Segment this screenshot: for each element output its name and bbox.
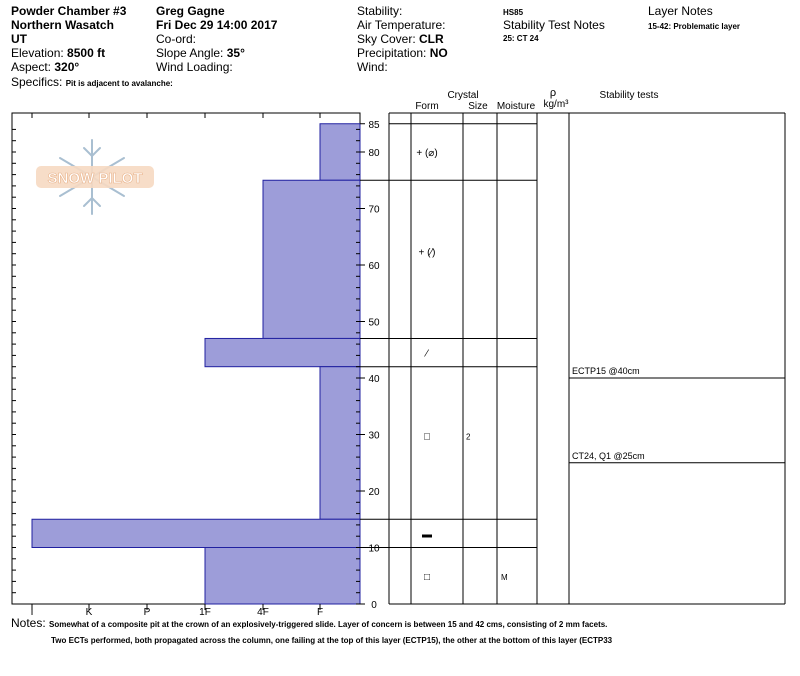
depth-tick-label: 70 — [368, 204, 380, 216]
logo-text: SNOW PILOT — [47, 170, 143, 187]
crystal-form-1: + (⁄) — [418, 247, 436, 259]
hardness-tick-label: F — [316, 607, 324, 618]
aspect: Aspect: 320° — [11, 60, 80, 74]
hardness-tick-label: 1F — [199, 607, 211, 618]
stability-test-notes-value: 25: CT 24 — [503, 34, 539, 43]
hardness-tick-label: I — [30, 607, 34, 618]
crystal-form-5: □ — [423, 571, 431, 583]
wind: Wind: — [357, 60, 388, 74]
depth-tick-label: 80 — [368, 148, 380, 159]
hardness-bar-0 — [320, 124, 360, 181]
slope-angle: Slope Angle: 35° — [156, 46, 245, 60]
snowpilot-logo — [36, 140, 154, 214]
location-name: Powder Chamber #3 — [11, 4, 127, 18]
elevation: Elevation: 8500 ft — [11, 46, 106, 60]
density-unit: kg/m³ — [543, 99, 569, 110]
range-name: Northern Wasatch — [11, 18, 114, 32]
crystal-size-3: 2 — [466, 432, 471, 442]
notes-line-2: Two ECTs performed, both propagated across the column, one failing at the top of this layer (ECTP15), the other at the bottom of this layer (ECTP33 — [51, 636, 613, 645]
sky-cover: Sky Cover: CLR — [357, 32, 444, 46]
stability-test-label-0: ECTP15 @40cm — [572, 366, 640, 376]
precipitation: Precipitation: NO — [357, 46, 448, 60]
density-symbol: ρ — [549, 87, 557, 99]
depth-tick-label: 20 — [368, 487, 380, 498]
wind-loading: Wind Loading: — [156, 60, 233, 74]
hardness-tick-label: P — [143, 607, 151, 618]
hardness-bar-1 — [263, 180, 360, 338]
specifics: Specifics: Pit is adjacent to avalanche: — [11, 75, 173, 89]
crystal-form-2: ⁄ — [426, 348, 428, 360]
depth-tick-label: 40 — [368, 374, 380, 385]
depth-tick-label: 85 — [368, 119, 380, 131]
depth-tick-label: 50 — [368, 317, 380, 329]
notes-line-1: Notes: Somewhat of a composite pit at the crown of an explosively-triggered slide. Layer of concern is between 15 and 42 cms, consisting of 2 mm facets. — [11, 616, 608, 630]
size-header: Size — [468, 101, 488, 112]
hardness-bar-4 — [32, 519, 360, 547]
moisture-5: M — [501, 572, 508, 582]
hardness-bar-2 — [205, 338, 360, 366]
stability: Stability: — [357, 4, 403, 18]
depth-tick-label: 60 — [368, 261, 380, 272]
stability-tests-header: Stability tests — [599, 90, 659, 101]
moisture-header: Moisture — [496, 101, 536, 112]
hs-value: HS85 — [503, 8, 524, 17]
crystal-form-3: □ — [423, 431, 431, 443]
stability-test-label-1: CT24, Q1 @25cm — [572, 450, 645, 461]
observer: Greg Gagne — [156, 4, 225, 18]
layer-notes-value: 15-42: Problematic layer — [648, 22, 741, 31]
form-header: Form — [415, 101, 439, 112]
hardness-tick-label: K — [85, 607, 93, 618]
crystal-header: Crystal — [447, 90, 479, 101]
depth-tick-label: 0 — [371, 600, 377, 611]
air-temperature: Air Temperature: — [357, 18, 446, 32]
stability-test-notes-label: Stability Test Notes — [503, 18, 605, 32]
layer-notes-label: Layer Notes — [648, 4, 713, 18]
state: UT — [11, 32, 27, 46]
crystal-form-4: ▬ — [422, 529, 432, 541]
datetime: Fri Dec 29 14:00 2017 — [156, 18, 278, 32]
coord: Co-ord: — [156, 32, 197, 46]
depth-tick-label: 30 — [368, 430, 380, 442]
depth-tick-label: 10 — [368, 543, 380, 555]
crystal-form-0: + (⌀) — [416, 148, 438, 159]
hardness-bar-3 — [320, 367, 360, 520]
hardness-bar-5 — [205, 548, 360, 605]
hardness-tick-label: 4F — [257, 607, 269, 618]
